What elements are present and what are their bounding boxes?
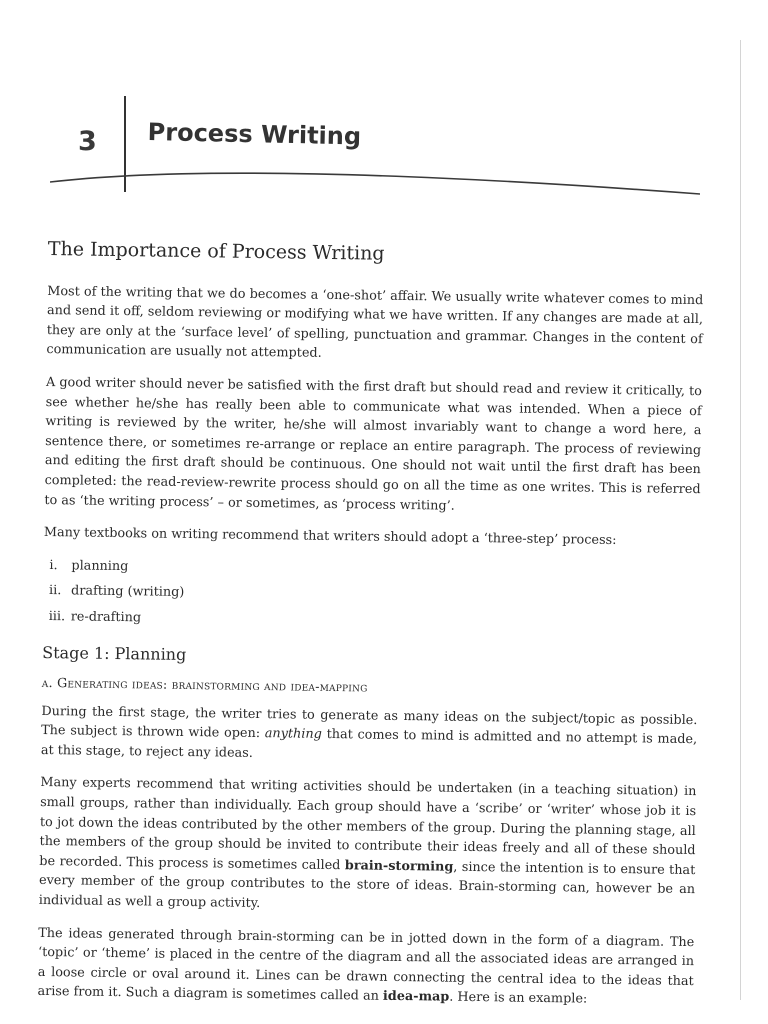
paragraph-good-writer: A good writer should never be satisfied with the first draft but should read and review it critically, to see whether he/she has really been able to communicate what was intended. When a piece of writing is reviewed by the writer, he/she will almost invariably want to change a word here, a sentence there, or sometimes re-arrange or replace an entire paragraph. The process of reviewing and editing the first draft should be continuous. One should not wait until the first draft has been completed: the read-review-rewrite process should go on all the time as one writes. This is referred to as ‘the writing process’ – or sometimes, as ‘process writing’. (44, 374, 703, 514)
list-item (49, 556, 699, 585)
bold-term: brain-storming (344, 858, 454, 875)
chapter-header (0, 0, 768, 200)
list-item-number: iii. (48, 608, 66, 625)
paragraph-groups (39, 773, 697, 919)
text-span: that comes to mind is admitted and no attempt is made, at this stage, to reject any ideas. (40, 727, 698, 761)
paragraph-idea-map (37, 924, 694, 1012)
bold-term: idea-map (382, 989, 450, 1006)
emphasis-text: anything (264, 726, 322, 743)
list-item-label: planning (71, 558, 129, 574)
list-item-number: ii. (48, 583, 62, 599)
paragraph-three-step: Many textbooks on writing recommend that writers should adopt a ‘three-step’ process: (43, 525, 617, 549)
text-span: Many experts recommend that writing activities should be undertaken (in a teaching situation) in small groups, rather than individually. Each group should have a ‘scribe’ or ‘writer’ whose job it is to jot down the ideas contributed by the other members of the group. During the planning stage, all the members of the group should be invited to contribute their ideas freely and all of these should be recorded. This process is sometimes called (39, 775, 697, 874)
section-title: The Importance of Process Writing (47, 238, 385, 265)
list-item (49, 581, 699, 610)
text-span: During the first stage, the writer tries to generate as many ideas on the subject/topic as possible. The subject is thrown wide open: (41, 703, 698, 742)
header-rule (50, 160, 700, 200)
list-item-label: drafting (writing) (70, 583, 185, 601)
stage-title: Stage 1: Planning (42, 642, 187, 664)
text-span: The ideas generated through brain-storming can be in jotted down in the form of a diagram. The ‘topic’ or ‘theme’ is placed in the centre of the diagram and all the associated ideas are arranged in a loose circle or oval around it. Lines can be drawn connecting the central idea to the ideas that arise from it. Such a diagram is sometimes called an (37, 925, 695, 1005)
chapter-number: 3 (78, 126, 97, 157)
three-step-list (43, 556, 700, 636)
text-span: , since the intention is to ensure that every member of the group contributes to the store of ideas. Brain-storming can, however be an individual as well a group activity. (38, 859, 696, 912)
text-span: . Here is an example: (449, 990, 588, 1008)
paragraph-first-stage (41, 702, 698, 770)
list-item-number: i. (49, 557, 58, 573)
chapter-title: Process Writing (147, 118, 362, 151)
stage-subtitle: a. Generating ideas: brainstorming and idea-mapping (41, 676, 368, 696)
list-item-label: re-drafting (70, 609, 142, 626)
page-content (37, 240, 704, 1024)
list-item (49, 607, 699, 636)
paragraph-one-shot: Most of the writing that we do becomes a ‘one-shot’ affair. We usually write whatever comes to mind and send it off, seldom reviewing or modifying what we have written. If any changes are made at all, they are only at the ‘surface level’ of spelling, punctuation and grammar. Changes in the content of communication are usually not attempted. (46, 283, 704, 362)
